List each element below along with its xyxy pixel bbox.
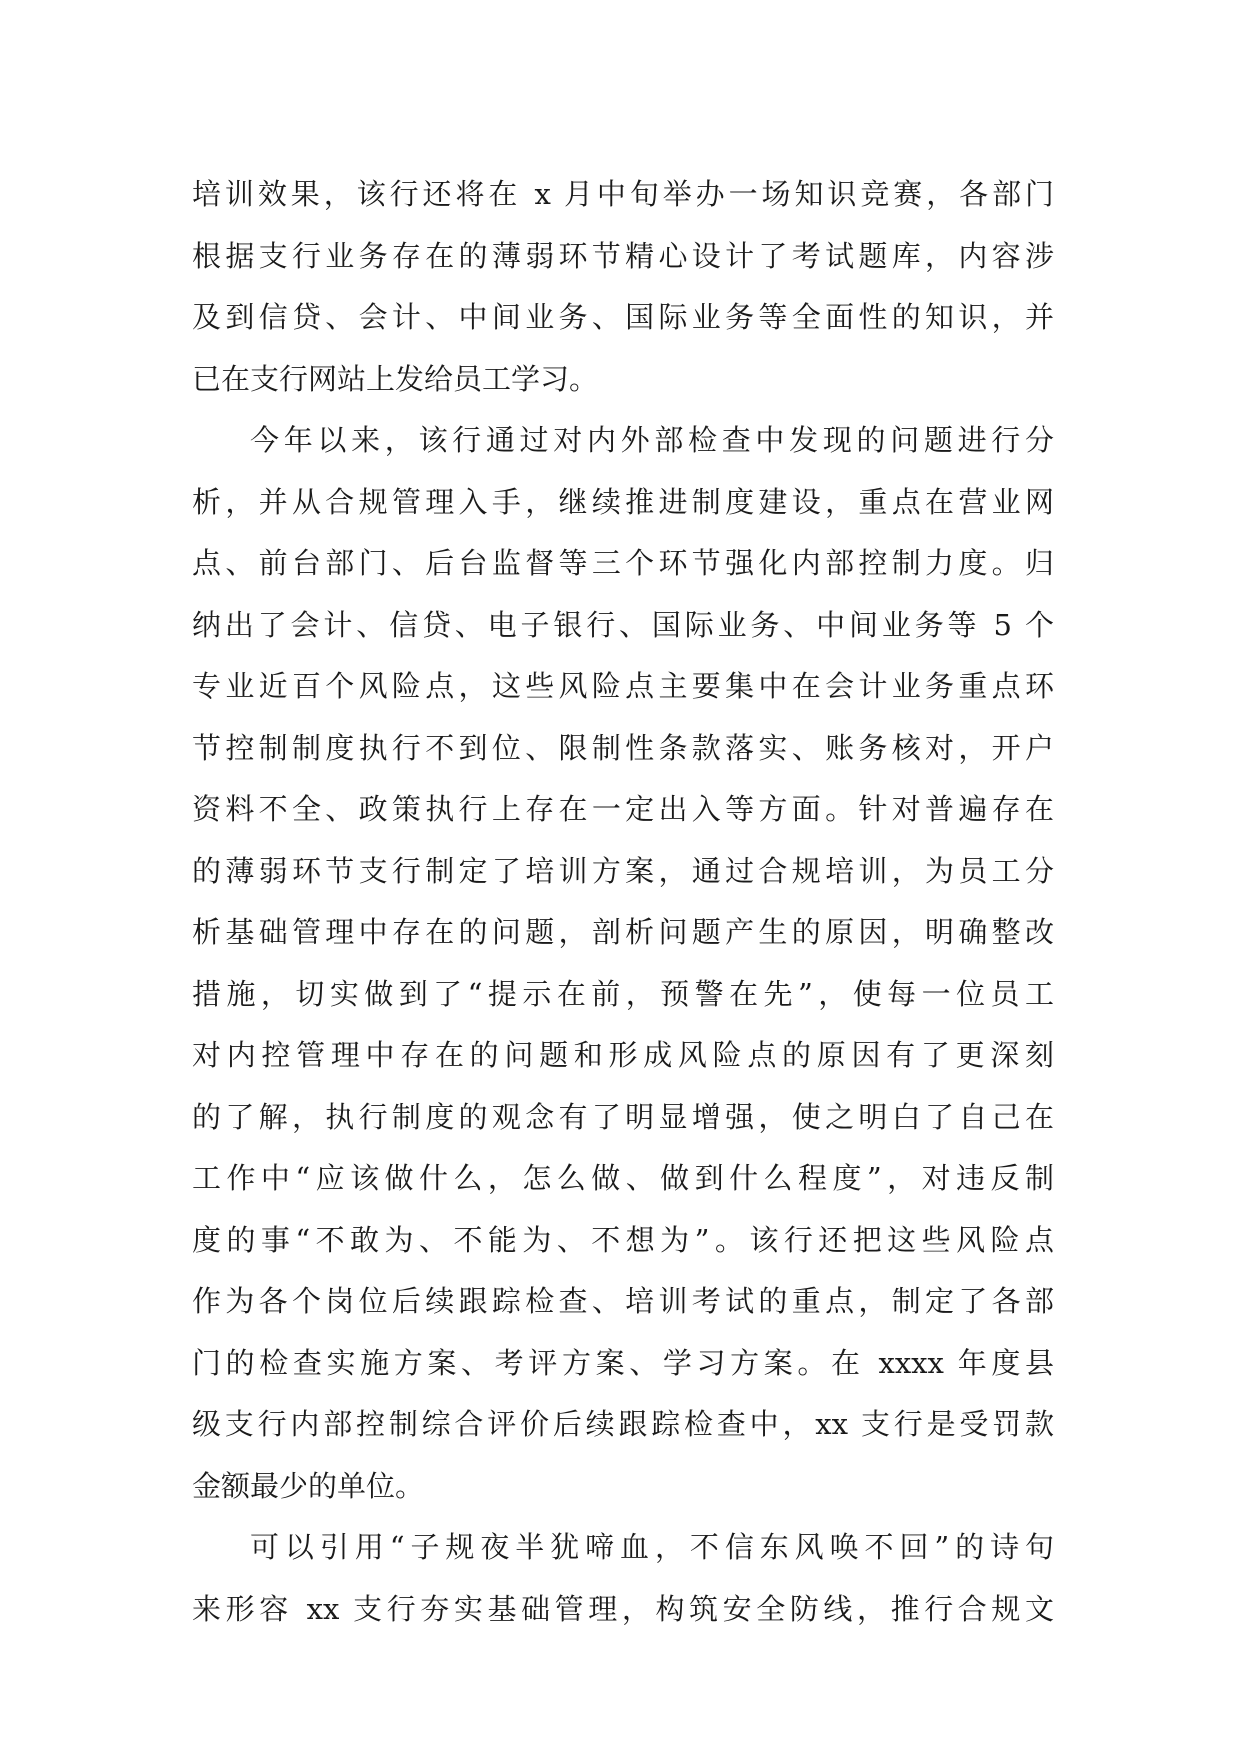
text-line: 资料不全、政策执行上存在一定出入等方面。针对普遍存在 xyxy=(192,792,1054,826)
text-line: 纳出了会计、信贷、电子银行、国际业务、中间业务等 5 个 xyxy=(192,607,1054,642)
paragraph-2 xyxy=(192,410,1054,1517)
text-line: 可以引用“子规夜半犹啼血，不信东风唤不回”的诗句 xyxy=(250,1530,1054,1564)
text-line: 金额最少的单位。 xyxy=(192,1468,425,1503)
document-body xyxy=(192,164,1054,1640)
text-line: 已在支行网站上发给员工学习。 xyxy=(192,361,599,396)
text-line: 根据支行业务存在的薄弱环节精心设计了考试题库，内容涉 xyxy=(192,238,1054,273)
text-line: 对内控管理中存在的问题和形成风险点的原因有了更深刻 xyxy=(192,1038,1054,1072)
text-line: 门的检查实施方案、考评方案、学习方案。在 xxxx 年度县 xyxy=(192,1345,1054,1380)
text-line: 的薄弱环节支行制定了培训方案，通过合规培训，为员工分 xyxy=(192,853,1054,888)
text-line: 析，并从合规管理入手，继续推进制度建设，重点在营业网 xyxy=(192,484,1054,519)
text-line: 级支行内部控制综合评价后续跟踪检查中，xx 支行是受罚款 xyxy=(192,1407,1054,1441)
paragraph-1 xyxy=(192,164,1054,410)
text-line: 及到信贷、会计、中间业务、国际业务等全面性的知识，并 xyxy=(192,300,1054,334)
text-line: 析基础管理中存在的问题，剖析问题产生的原因，明确整改 xyxy=(192,915,1054,949)
text-line: 的了解，执行制度的观念有了明显增强，使之明白了自己在 xyxy=(192,1099,1054,1134)
text-line: 来形容 xx 支行夯实基础管理，构筑安全防线，推行合规文 xyxy=(192,1591,1054,1626)
text-line: 措施，切实做到了“提示在前，预警在先”，使每一位员工 xyxy=(192,976,1054,1011)
text-line: 节控制制度执行不到位、限制性条款落实、账务核对，开户 xyxy=(192,730,1054,765)
text-line: 培训效果，该行还将在 x 月中旬举办一场知识竞赛，各部门 xyxy=(192,177,1054,211)
text-line: 工作中“应该做什么，怎么做、做到什么程度”，对违反制 xyxy=(192,1161,1054,1195)
text-line: 作为各个岗位后续跟踪检查、培训考试的重点，制定了各部 xyxy=(192,1284,1054,1318)
text-line: 度的事“不敢为、不能为、不想为”。该行还把这些风险点 xyxy=(192,1222,1054,1257)
text-line: 今年以来，该行通过对内外部检查中发现的问题进行分 xyxy=(250,423,1054,457)
text-line: 点、前台部门、后台监督等三个环节强化内部控制力度。归 xyxy=(192,546,1054,580)
text-line: 专业近百个风险点，这些风险点主要集中在会计业务重点环 xyxy=(192,669,1054,703)
paragraph-3 xyxy=(192,1517,1054,1640)
